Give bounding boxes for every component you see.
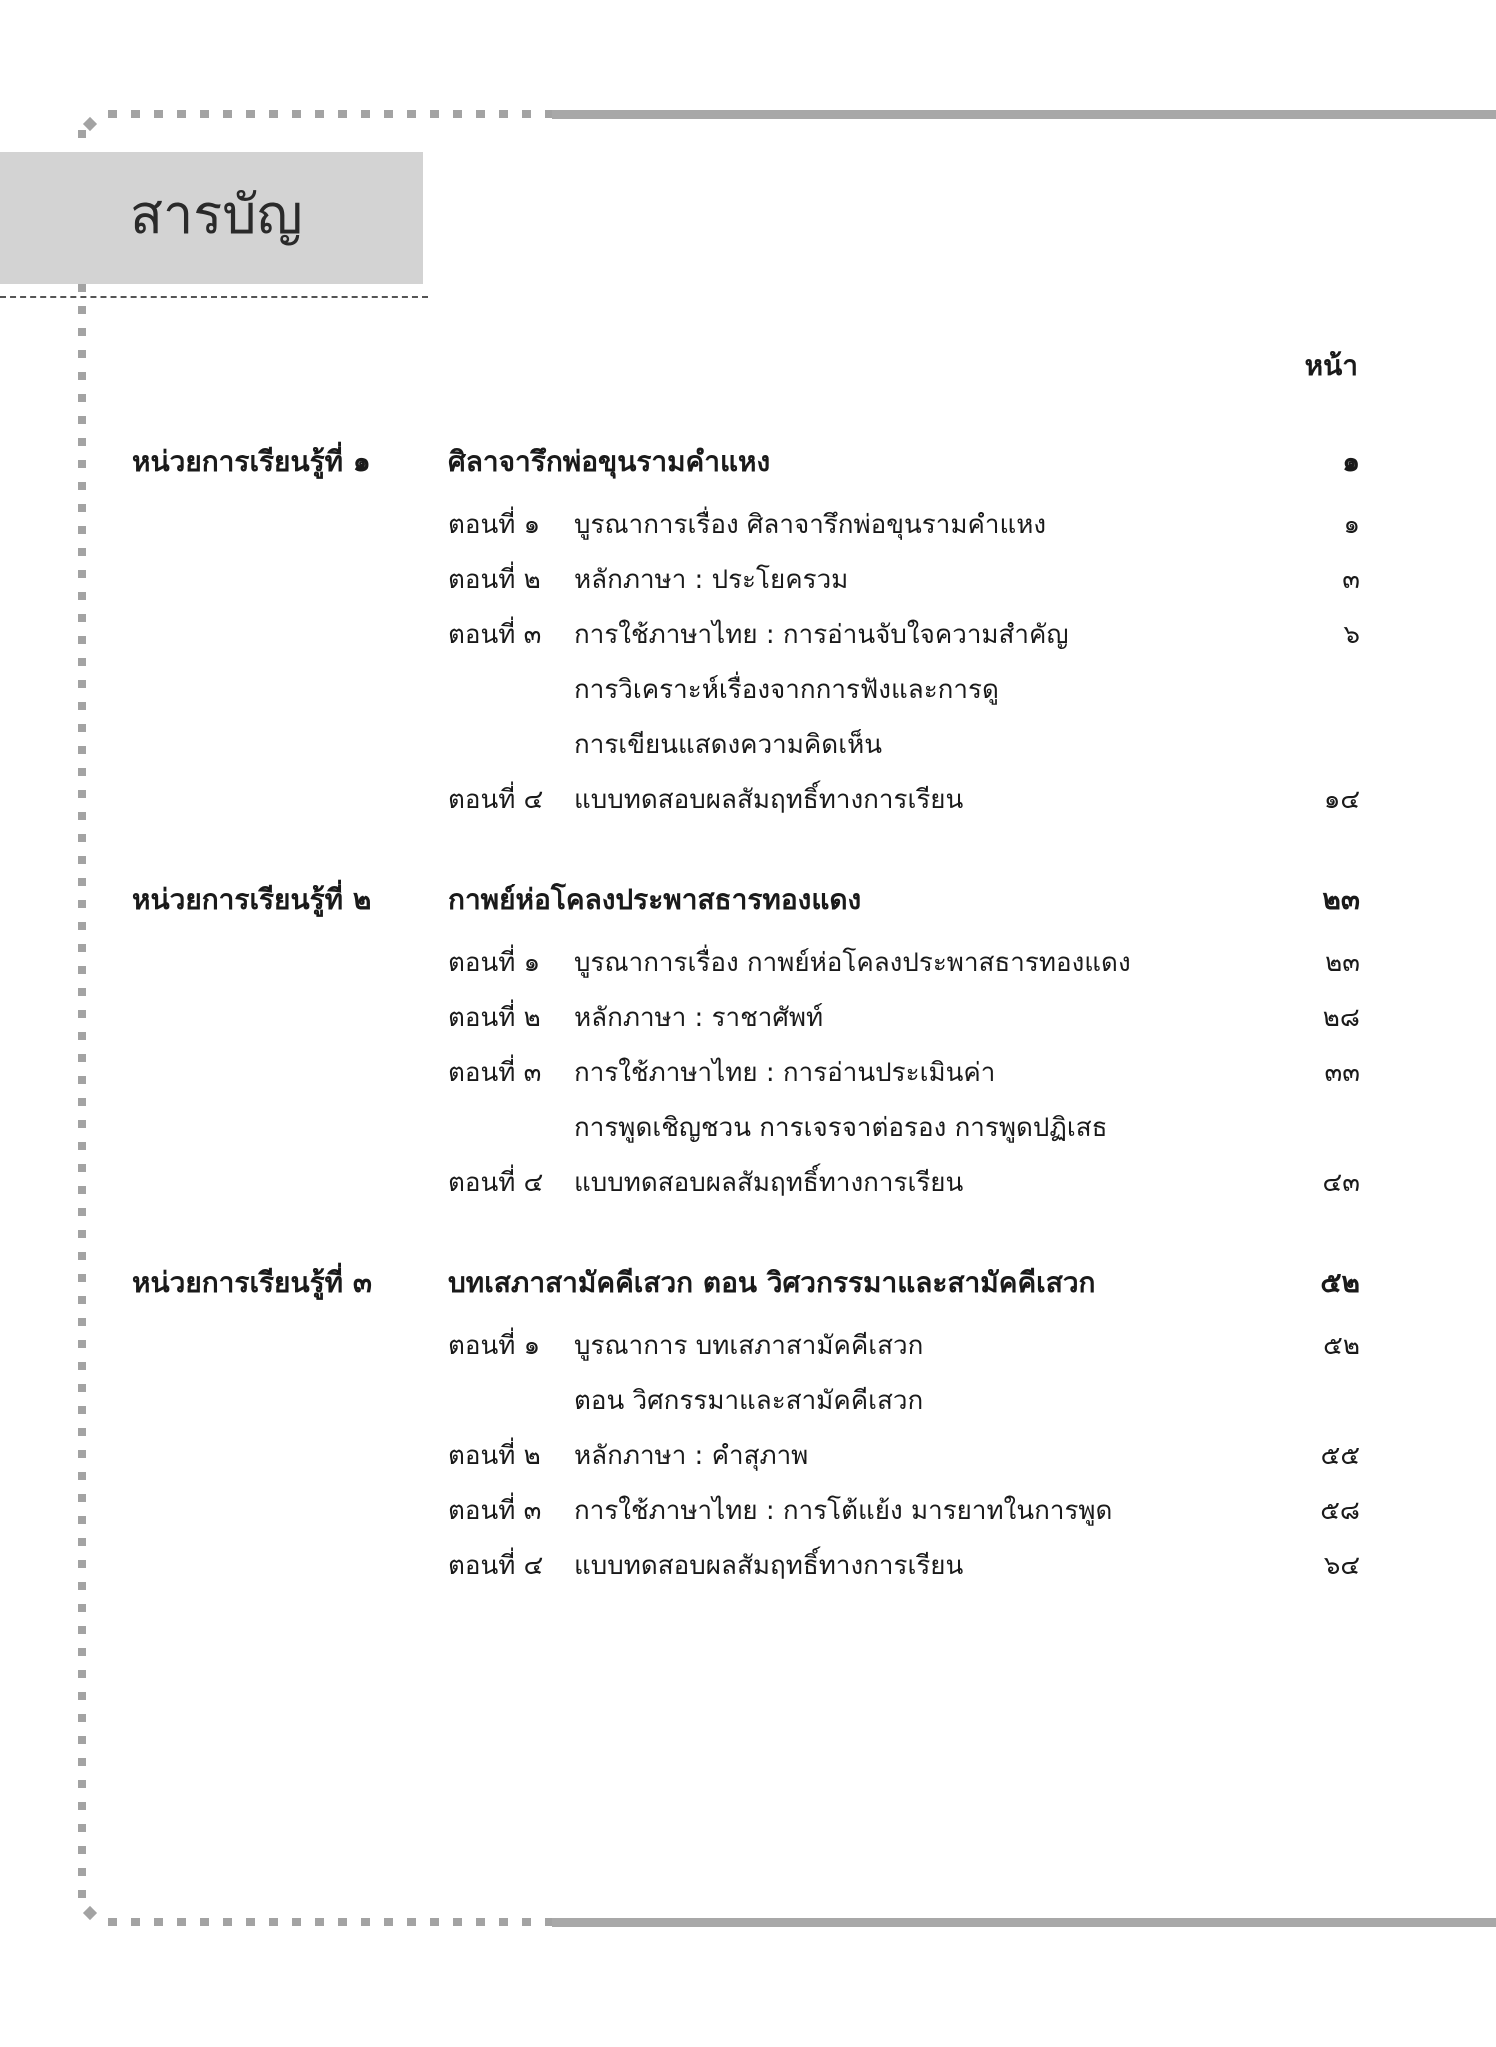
section-row[interactable] — [132, 608, 1360, 773]
section-label: ตอนที่ ๔ — [448, 1551, 544, 1581]
section-title-line: หลักภาษา : ราชาศัพท์ — [574, 1003, 824, 1033]
section-title — [574, 1429, 1280, 1484]
unit-page-number: ๒๓ — [1322, 883, 1360, 916]
unit-row[interactable] — [132, 878, 1360, 936]
top-dotted-border — [108, 110, 552, 118]
section-title-line: การพูดเชิญชวน การเจรจาต่อรอง การพูดปฏิเสธ — [574, 1113, 1108, 1143]
unit-title: บทเสภาสามัคคีเสวก ตอน วิศวกรรมาและสามัคคีเสวก — [448, 1266, 1096, 1299]
section-title-line: หลักภาษา : คำสุภาพ — [574, 1441, 809, 1471]
section-row[interactable] — [132, 1319, 1360, 1429]
section-title — [574, 1484, 1280, 1539]
section-row[interactable] — [132, 1484, 1360, 1539]
unit-label: หน่วยการเรียนรู้ที่ ๒ — [132, 883, 372, 916]
bottom-dotted-border — [108, 1918, 552, 1926]
page-column-header: หน้า — [1304, 349, 1358, 382]
section-title — [574, 1539, 1280, 1594]
section-row[interactable] — [132, 498, 1360, 553]
section-page-number: ๕๘ — [1320, 1496, 1360, 1526]
unit-label: หน่วยการเรียนรู้ที่ ๓ — [132, 1266, 372, 1299]
section-title-line: การเขียนแสดงความคิดเห็น — [574, 730, 882, 760]
section-title — [574, 1319, 1280, 1429]
section-label: ตอนที่ ๔ — [448, 1168, 544, 1198]
section-row[interactable] — [132, 1429, 1360, 1484]
section-label: ตอนที่ ๓ — [448, 620, 542, 650]
section-title — [574, 1156, 1280, 1211]
section-title-line: แบบทดสอบผลสัมฤทธิ์ทางการเรียน — [574, 1551, 964, 1581]
section-title-line: แบบทดสอบผลสัมฤทธิ์ทางการเรียน — [574, 785, 964, 815]
section-title — [574, 936, 1280, 991]
section-label: ตอนที่ ๑ — [448, 510, 541, 540]
unit-page-number: ๑ — [1342, 445, 1360, 478]
section-row[interactable] — [132, 1046, 1360, 1156]
section-title-line: การใช้ภาษาไทย : การอ่านประเมินค่า — [574, 1058, 996, 1088]
section-title — [574, 773, 1280, 828]
page-title: สารบัญ — [130, 183, 303, 246]
section-row[interactable] — [132, 1539, 1360, 1594]
bottom-solid-border — [552, 1918, 1496, 1927]
unit-title: ศิลาจารึกพ่อขุนรามคำแหง — [448, 445, 771, 478]
section-row[interactable] — [132, 553, 1360, 608]
section-label: ตอนที่ ๓ — [448, 1496, 542, 1526]
section-title-line: บูรณาการ บทเสภาสามัคคีเสวก — [574, 1331, 924, 1361]
section-page-number: ๒๘ — [1322, 1003, 1360, 1033]
toc-unit — [132, 878, 1360, 1211]
unit-title: กาพย์ห่อโคลงประพาสธารทองแดง — [448, 883, 862, 916]
top-corner-ornament — [83, 117, 97, 131]
section-page-number: ๕๕ — [1320, 1441, 1360, 1471]
top-solid-border — [552, 110, 1496, 119]
unit-label: หน่วยการเรียนรู้ที่ ๑ — [132, 445, 371, 478]
section-page-number: ๑๔ — [1323, 785, 1360, 815]
section-label: ตอนที่ ๒ — [448, 1003, 541, 1033]
table-of-contents — [132, 440, 1360, 1644]
section-page-number: ๑ — [1343, 510, 1360, 540]
section-label: ตอนที่ ๑ — [448, 948, 541, 978]
section-label: ตอนที่ ๓ — [448, 1058, 542, 1088]
section-row[interactable] — [132, 773, 1360, 828]
section-title-line: บูรณาการเรื่อง ศิลาจารึกพ่อขุนรามคำแหง — [574, 510, 1047, 540]
section-label: ตอนที่ ๒ — [448, 1441, 541, 1471]
toc-unit — [132, 440, 1360, 828]
bottom-corner-ornament — [83, 1906, 97, 1920]
section-row[interactable] — [132, 936, 1360, 991]
section-page-number: ๕๒ — [1323, 1331, 1360, 1361]
title-dashed-rule — [0, 296, 428, 298]
section-title — [574, 498, 1280, 553]
section-title — [574, 1046, 1280, 1156]
unit-row[interactable] — [132, 1261, 1360, 1319]
section-page-number: ๖๔ — [1323, 1551, 1360, 1581]
unit-row[interactable] — [132, 440, 1360, 498]
unit-page-number: ๕๒ — [1320, 1266, 1360, 1299]
section-title-line: การใช้ภาษาไทย : การอ่านจับใจความสำคัญ — [574, 620, 1069, 650]
section-title-line: บูรณาการเรื่อง กาพย์ห่อโคลงประพาสธารทองแดง — [574, 948, 1131, 978]
section-page-number: ๒๓ — [1325, 948, 1360, 978]
section-label: ตอนที่ ๔ — [448, 785, 544, 815]
section-title-line: หลักภาษา : ประโยครวม — [574, 565, 849, 595]
section-title-line: การวิเคราะห์เรื่องจากการฟังและการดู — [574, 675, 999, 705]
section-label: ตอนที่ ๒ — [448, 565, 541, 595]
section-title-line: การใช้ภาษาไทย : การโต้แย้ง มารยาทในการพูด — [574, 1496, 1113, 1526]
toc-unit — [132, 1261, 1360, 1594]
section-page-number: ๓๓ — [1324, 1058, 1360, 1088]
section-page-number: ๔๓ — [1322, 1168, 1360, 1198]
section-title-line: แบบทดสอบผลสัมฤทธิ์ทางการเรียน — [574, 1168, 964, 1198]
left-dotted-border — [78, 130, 86, 1900]
section-page-number: ๓ — [1342, 565, 1360, 595]
section-row[interactable] — [132, 991, 1360, 1046]
section-title — [574, 608, 1280, 773]
section-row[interactable] — [132, 1156, 1360, 1211]
section-title — [574, 553, 1280, 608]
section-page-number: ๖ — [1343, 620, 1360, 650]
section-label: ตอนที่ ๑ — [448, 1331, 541, 1361]
section-title — [574, 991, 1280, 1046]
section-title-line: ตอน วิศกรรมาและสามัคคีเสวก — [574, 1386, 924, 1416]
